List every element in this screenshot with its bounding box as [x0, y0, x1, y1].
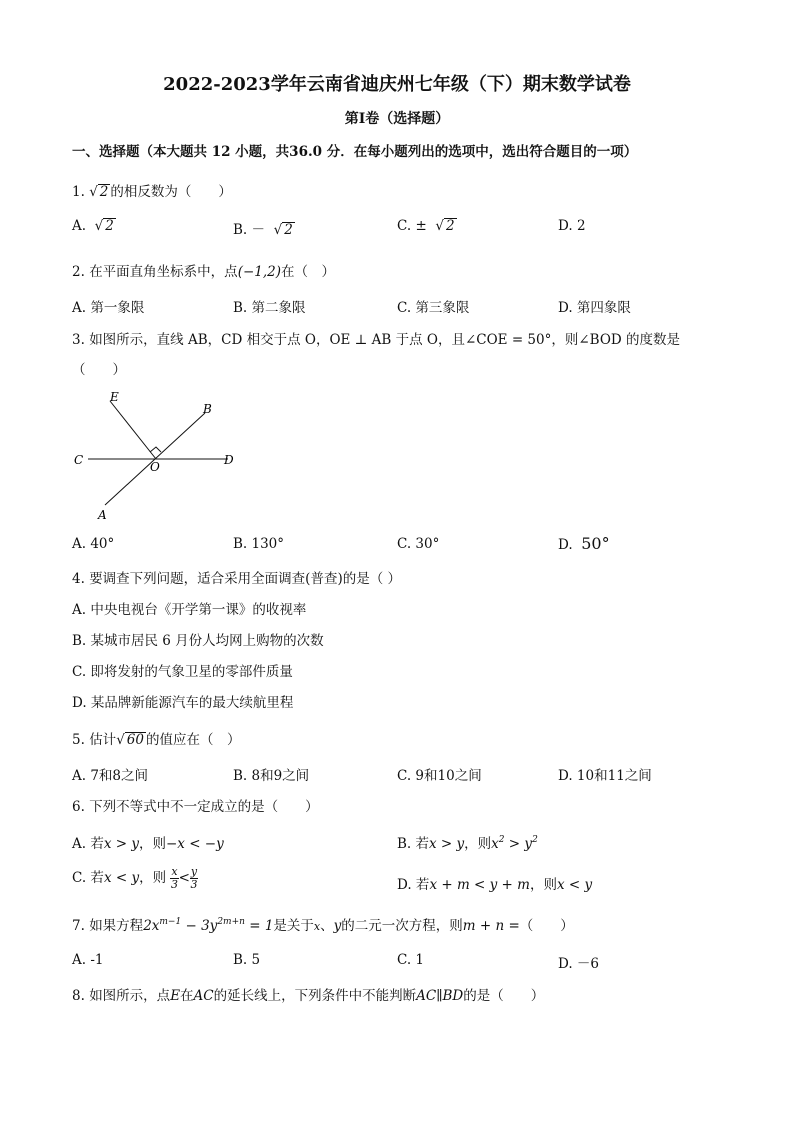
q2-option-c[interactable]: C. 第三象限 [397, 300, 470, 316]
q7-option-c[interactable]: C. 1 [397, 952, 425, 968]
label-c: C [74, 453, 84, 467]
angle-diagram [70, 385, 250, 530]
q2-option-a[interactable]: A. 第一象限 [72, 300, 145, 316]
q5-option-c[interactable]: C. 9和10之间 [397, 768, 482, 784]
q4-option-a[interactable]: A. 中央电视台《开学第一课》的收视率 [72, 602, 307, 618]
q3-option-d[interactable]: D. 50° [558, 534, 610, 553]
question-3: 3. 如图所示，直线 AB，CD 相交于点 O，OE ⊥ AB 于点 O，且∠COE = 50°，则∠BOD 的度数是 [72, 332, 681, 348]
q7-option-b[interactable]: B. 5 [233, 952, 261, 968]
q6-option-b[interactable]: B. 若x > y，则$x^2 > y^2$ [397, 835, 538, 852]
label-d: D [224, 453, 234, 467]
q5-option-d[interactable]: D. 10和11之间 [558, 768, 652, 784]
question-6: 6. 下列不等式中不一定成立的是（ ） [72, 799, 319, 815]
question-3-paren: （ ） [72, 362, 126, 378]
q4-option-d[interactable]: D. 某品牌新能源汽车的最大续航里程 [72, 695, 294, 711]
question-2: 2. 在平面直角坐标系中，点(−1,2)在（ ） [72, 264, 336, 280]
q6-option-a[interactable]: A. 若x > y，则−x < −y [72, 836, 224, 852]
q5-option-b[interactable]: B. 8和9之间 [233, 768, 310, 784]
question-7: 7. 如果方程$2x^{m-1} - 3y^{2m+n} = 1$是关于x、y的二元一次方程，则m + n =（ ） [72, 917, 574, 934]
q5-option-a[interactable]: A. 7和8之间 [72, 768, 149, 784]
fraction-x-over-3: $\frac{x}{3}$ [170, 865, 178, 891]
q1-option-a[interactable]: A. √ 2 [72, 218, 114, 234]
q6-option-d[interactable]: D. 若x + m < y + m，则x < y [397, 877, 593, 893]
label-a: A [98, 508, 107, 522]
label-o: O [150, 460, 160, 474]
q4-option-b[interactable]: B. 某城市居民 6 月份人均网上购物的次数 [72, 633, 324, 649]
q7-option-d[interactable]: D. －6 [558, 956, 600, 972]
q1-option-b[interactable]: B. － √ 2 [233, 222, 293, 238]
line-oe [110, 401, 156, 459]
q3-option-c[interactable]: C. 30° [397, 536, 440, 552]
question-5: 5. 估计√ 60 的值应在（ ） [72, 732, 241, 748]
right-angle-mark [150, 447, 161, 452]
q6-option-c[interactable]: C. 若x < y，则 $\frac{x}{3}$ < $\frac{y}{3}$ [72, 865, 198, 891]
fraction-y-over-3: $\frac{y}{3}$ [190, 865, 198, 891]
question-1: 1. √ 2 的相反数为（ ） [72, 184, 232, 200]
radicand: 2 [99, 184, 109, 200]
section-heading: 一、选择题（本大题共 12 小题，共36.0 分．在每小题列出的选项中，选出符合题目的一项） [72, 144, 638, 160]
point-coordinates: (−1,2) [237, 264, 282, 280]
label-e: E [110, 390, 119, 404]
q2-option-b[interactable]: B. 第二象限 [233, 300, 306, 316]
label-b: B [203, 402, 212, 416]
q1-option-d[interactable]: D. 2 [558, 218, 586, 234]
radicand: 60 [126, 732, 144, 748]
q2-option-d[interactable]: D. 第四象限 [558, 300, 631, 316]
q1-option-c[interactable]: C. ± √ 2 [397, 218, 455, 234]
question-text: 的相反数为（ ） [110, 184, 232, 200]
q3-option-b[interactable]: B. 130° [233, 536, 285, 552]
exam-title: 2022-2023学年云南省迪庆州七年级（下）期末数学试卷 [163, 74, 631, 95]
q7-option-a[interactable]: A. -1 [72, 952, 104, 968]
question-4: 4. 要调查下列问题，适合采用全面调查(普查)的是（ ） [72, 571, 402, 587]
q3-option-a[interactable]: A. 40° [72, 536, 115, 552]
q4-option-c[interactable]: C. 即将发射的气象卫星的零部件质量 [72, 664, 293, 680]
question-number: 1. [72, 184, 85, 200]
paper-subtitle: 第I卷（选择题） [344, 111, 450, 127]
question-8: 8. 如图所示，点E在AC的延长线上，下列条件中不能判断AC∥BD的是（ ） [72, 988, 545, 1004]
